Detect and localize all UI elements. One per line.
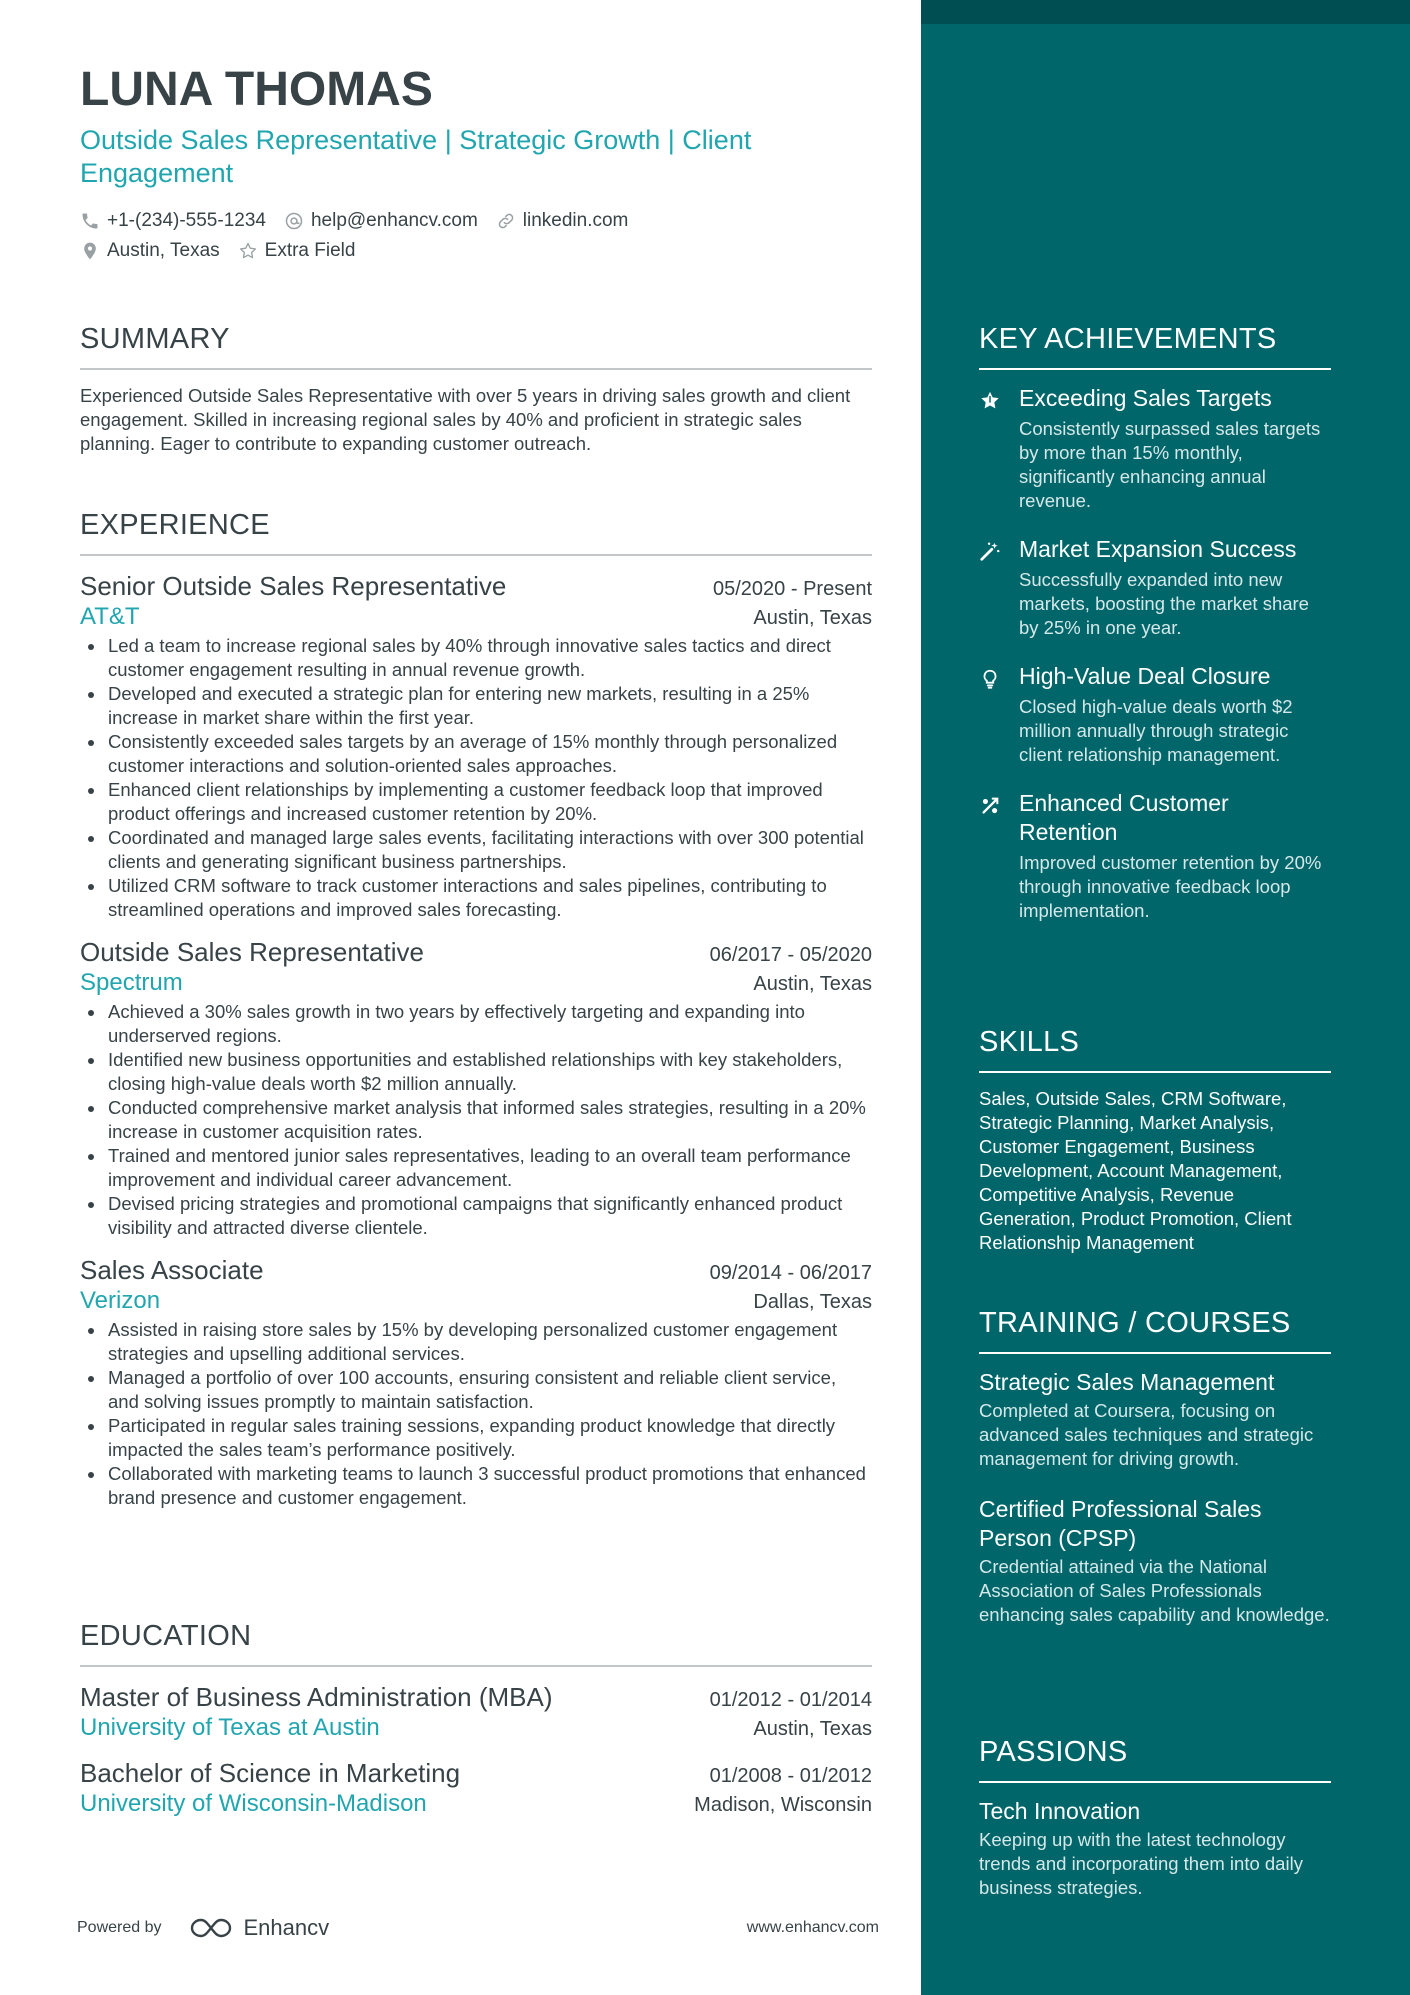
lightbulb-icon — [979, 668, 1001, 690]
achievement-title: Exceeding Sales Targets — [1019, 385, 1272, 411]
footer — [77, 1915, 879, 1941]
job-company: Spectrum — [80, 969, 183, 996]
passion-title: Tech Innovation — [979, 1798, 1141, 1824]
job-role: Outside Sales Representative — [80, 937, 424, 967]
job-bullet: Managed a portfolio of over 100 accounts, ensuring consistent and reliable client service, and solving issues promptly to maintain satisfaction. — [80, 1366, 872, 1414]
course-item — [979, 1368, 1331, 1471]
job-bullet: Developed and executed a strategic plan for entering new markets, resulting in a 25% increase in market share within the first year. — [80, 682, 872, 730]
job-bullet: Trained and mentored junior sales representatives, leading to an overall team performance improvement and individual career advancement. — [80, 1144, 872, 1192]
job-entry — [80, 1254, 872, 1510]
job-dates: 06/2017 - 05/2020 — [709, 944, 872, 966]
location-text: Austin, Texas — [107, 240, 220, 261]
job-bullet: Devised pricing strategies and promotional campaigns that significantly enhanced product visibility and attracted diverse clientele. — [80, 1192, 872, 1240]
summary-section — [80, 322, 872, 456]
job-bullets — [80, 1000, 872, 1240]
job-role: Senior Outside Sales Representative — [80, 571, 507, 601]
achievement-item — [979, 789, 1331, 923]
job-bullet: Collaborated with marketing teams to launch 3 successful product promotions that enhanced brand presence and customer engagement. — [80, 1462, 872, 1510]
course-item — [979, 1495, 1331, 1627]
job-bullets — [80, 1318, 872, 1510]
location-contact — [80, 240, 220, 262]
job-bullet: Consistently exceeded sales targets by an average of 15% monthly through personalized customer interactions and solution-oriented sales approaches. — [80, 730, 872, 778]
job-bullet: Utilized CRM software to track customer interactions and sales pipelines, contributing to streamlined operations and improved sales forecasting. — [80, 874, 872, 922]
passions-section — [979, 1735, 1331, 1900]
candidate-name: LUNA THOMAS — [80, 63, 433, 116]
job-location: Austin, Texas — [753, 973, 872, 995]
achievement-desc: Improved customer retention by 20% through innovative feedback loop implementation. — [1019, 852, 1322, 921]
education-entry — [80, 1757, 872, 1819]
achievement-item — [979, 535, 1331, 640]
resume-header — [80, 62, 872, 266]
job-entry — [80, 570, 872, 922]
job-bullet: Assisted in raising store sales by 15% by developing personalized customer engagement strategies and upselling additional services. — [80, 1318, 872, 1366]
achievement-item — [979, 662, 1331, 767]
course-desc: Credential attained via the National Association of Sales Professionals enhancing sales capability and knowledge. — [979, 1556, 1330, 1625]
linkedin-contact[interactable] — [496, 210, 629, 232]
job-bullet: Coordinated and managed large sales events, facilitating interactions with over 300 potential clients and generating significant business partnerships. — [80, 826, 872, 874]
footer-url[interactable]: www.enhancv.com — [746, 1919, 879, 1936]
achievements-heading: KEY ACHIEVEMENTS — [979, 322, 1331, 370]
school-location: Madison, Wisconsin — [694, 1794, 872, 1816]
skills-section — [979, 1025, 1331, 1255]
location-pin-icon — [80, 241, 100, 261]
course-title: Strategic Sales Management — [979, 1369, 1275, 1395]
phone-icon — [80, 211, 100, 231]
course-desc: Completed at Coursera, focusing on advanced sales techniques and strategic management for driving growth. — [979, 1400, 1314, 1469]
at-icon — [284, 211, 304, 231]
achievement-title: Market Expansion Success — [1019, 536, 1297, 562]
passion-desc: Keeping up with the latest technology trends and incorporating them into daily business strategies. — [979, 1829, 1303, 1898]
job-dates: 05/2020 - Present — [713, 578, 872, 600]
magic-wand-icon — [979, 541, 1001, 563]
education-section — [80, 1619, 872, 1819]
passions-heading: PASSIONS — [979, 1735, 1331, 1783]
job-dates: 09/2014 - 06/2017 — [709, 1262, 872, 1284]
achievement-desc: Successfully expanded into new markets, boosting the market share by 25% in one year. — [1019, 569, 1309, 638]
degree-title: Bachelor of Science in Marketing — [80, 1758, 461, 1788]
passion-item — [979, 1797, 1331, 1900]
achievements-section — [979, 322, 1331, 923]
job-location: Austin, Texas — [753, 607, 872, 629]
star-outline-icon — [238, 241, 258, 261]
achievement-desc: Consistently surpassed sales targets by more than 15% monthly, significantly enhancing annual revenue. — [1019, 418, 1321, 511]
achievement-title: High-Value Deal Closure — [1019, 663, 1271, 689]
powered-by — [77, 1915, 329, 1941]
skills-heading: SKILLS — [979, 1025, 1331, 1073]
summary-heading: SUMMARY — [80, 322, 872, 370]
achievement-title: Enhanced Customer Retention — [1019, 790, 1229, 845]
education-entry — [80, 1681, 872, 1743]
brand-logo[interactable] — [188, 1915, 330, 1941]
training-section — [979, 1306, 1331, 1627]
job-bullet: Participated in regular sales training sessions, expanding product knowledge that directly impacted the sales team’s performance positively. — [80, 1414, 872, 1462]
achievement-desc: Closed high-value deals worth $2 million annually through strategic client relationship management. — [1019, 696, 1293, 765]
degree-dates: 01/2012 - 01/2014 — [709, 1689, 872, 1711]
extra-field-text: Extra Field — [264, 240, 356, 261]
phone-number: +1-(234)-555-1234 — [107, 210, 266, 231]
degree-title: Master of Business Administration (MBA) — [80, 1682, 553, 1712]
course-title: Certified Professional Sales Person (CPSP) — [979, 1496, 1262, 1551]
job-bullet: Led a team to increase regional sales by 40% through innovative sales tactics and direct customer engagement resulting in annual revenue growth. — [80, 634, 872, 682]
sidebar-top-bar — [921, 0, 1410, 24]
skills-list: Sales, Outside Sales, CRM Software, Strategic Planning, Market Analysis, Customer Engagement, Business Development, Account Management, Competitive Analysis, Revenue Generation, Product Promotion, Client Relationship Management — [979, 1088, 1292, 1253]
education-heading: EDUCATION — [80, 1619, 872, 1667]
job-location: Dallas, Texas — [753, 1291, 872, 1313]
experience-heading: EXPERIENCE — [80, 508, 872, 556]
summary-text: Experienced Outside Sales Representative with over 5 years in driving sales growth and client engagement. Skilled in increasing regional sales by 40% and proficient in strategic sales planning. Eager to contribute to expanding customer outreach. — [80, 385, 851, 454]
achievement-item — [979, 384, 1331, 513]
school-name: University of Wisconsin-Madison — [80, 1790, 427, 1817]
training-heading: TRAINING / COURSES — [979, 1306, 1331, 1354]
job-company: Verizon — [80, 1287, 161, 1314]
contact-info — [80, 206, 872, 266]
candidate-headline: Outside Sales Representative | Strategic Growth | Client Engagement — [80, 125, 752, 188]
job-bullets — [80, 634, 872, 922]
job-role: Sales Associate — [80, 1255, 264, 1285]
job-entry — [80, 936, 872, 1240]
email-contact[interactable] — [284, 210, 478, 232]
job-bullet: Achieved a 30% sales growth in two years by effectively targeting and expanding into underserved regions. — [80, 1000, 872, 1048]
school-name: University of Texas at Austin — [80, 1714, 380, 1741]
star-icon — [979, 390, 1001, 412]
experience-section — [80, 508, 872, 1510]
email-address: help@enhancv.com — [310, 210, 478, 231]
school-location: Austin, Texas — [753, 1718, 872, 1740]
job-bullet: Enhanced client relationships by implementing a customer feedback loop that improved product offerings and increased customer retention by 20%. — [80, 778, 872, 826]
percent-icon — [979, 795, 1001, 817]
brand-name: Enhancv — [243, 1915, 330, 1940]
enhancv-logo-icon — [188, 1916, 234, 1940]
powered-by-label: Powered by — [77, 1919, 162, 1936]
job-bullet: Conducted comprehensive market analysis that informed sales strategies, resulting in a 20% increase in customer acquisition rates. — [80, 1096, 872, 1144]
sidebar-background — [921, 0, 1410, 1995]
link-icon — [496, 211, 516, 231]
linkedin-url: linkedin.com — [522, 210, 629, 231]
job-company: AT&T — [80, 603, 140, 630]
extra-field-contact — [238, 240, 356, 262]
phone-contact[interactable] — [80, 210, 266, 232]
degree-dates: 01/2008 - 01/2012 — [709, 1765, 872, 1787]
job-bullet: Identified new business opportunities and established relationships with key stakeholders, closing high-value deals worth $2 million annually. — [80, 1048, 872, 1096]
